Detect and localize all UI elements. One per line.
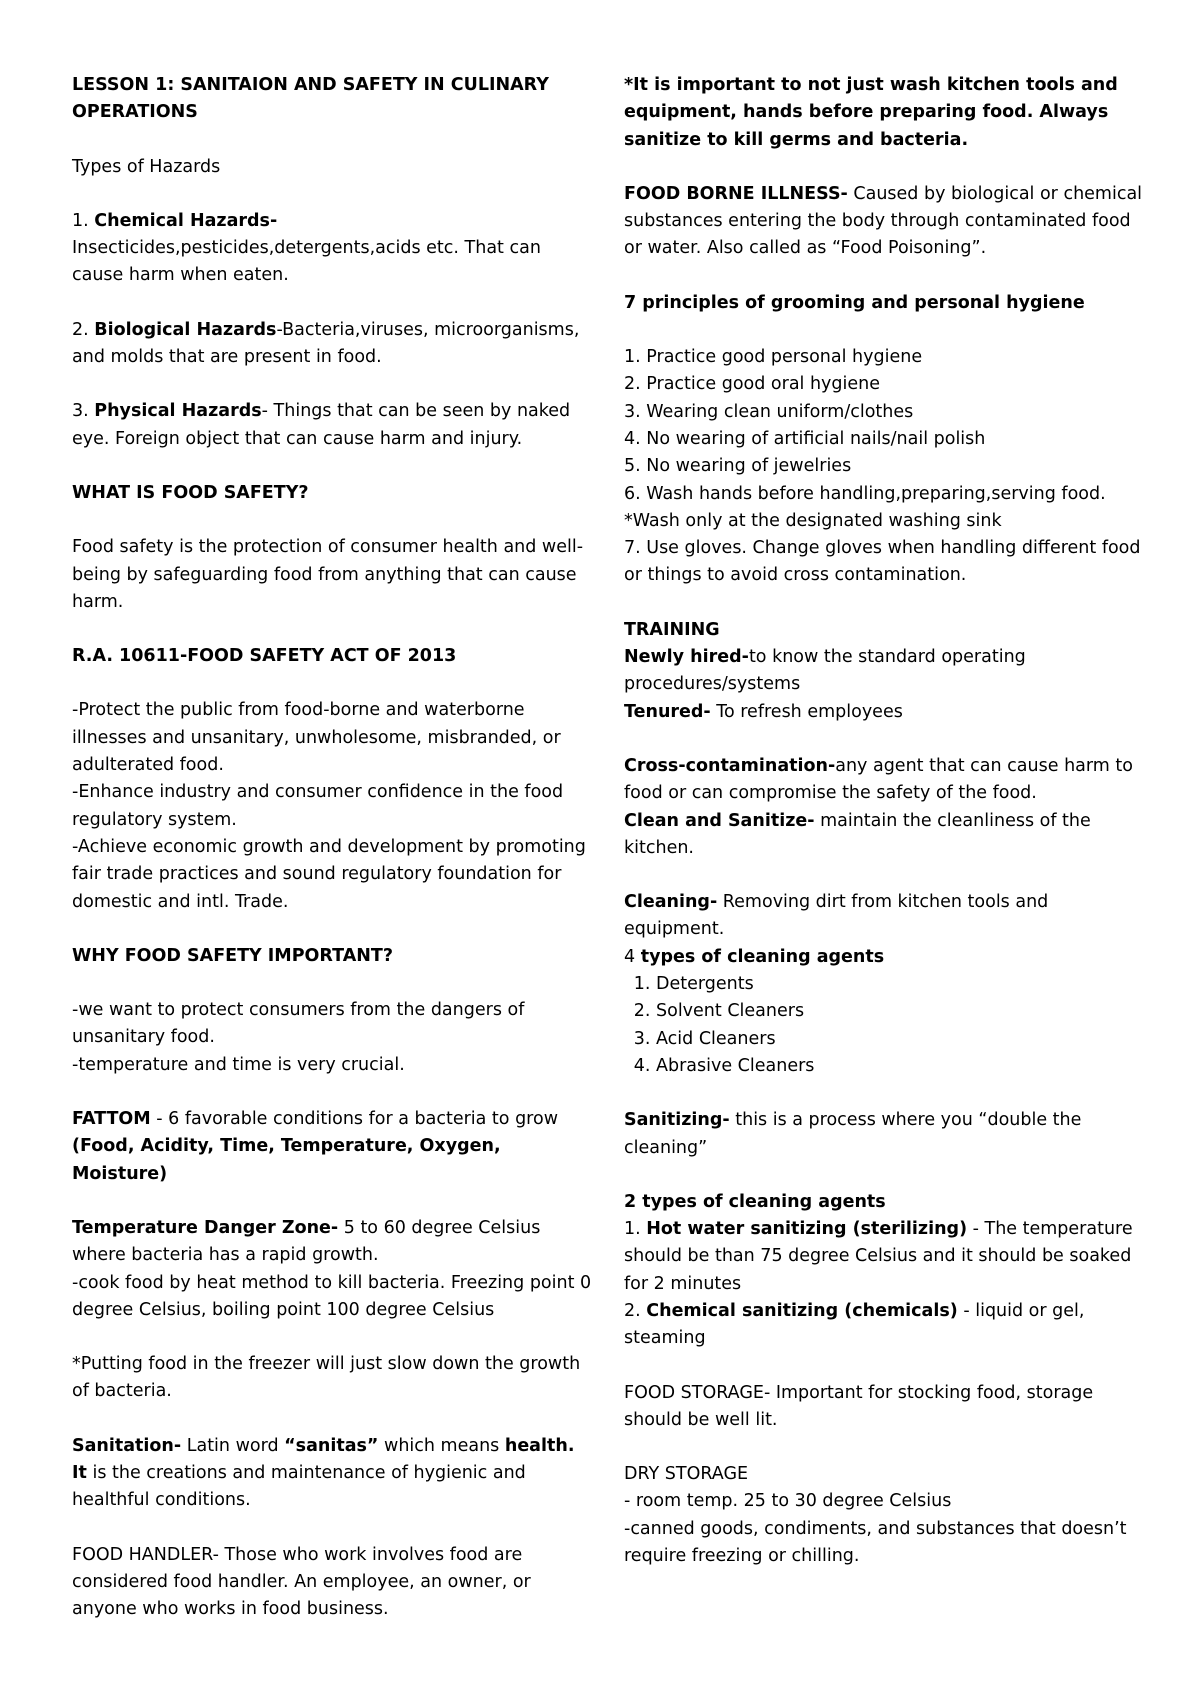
physical-hazards-number: 3. — [72, 401, 95, 422]
clean-sanitize-paragraph — [624, 808, 1144, 863]
ra-item-protect: -Protect the public from food-borne and waterborne illnesses and unsanitary, unwholesome, misbranded, or adulterated food. — [72, 700, 561, 776]
chemical-hazards-paragraph — [72, 208, 592, 290]
why-item-temperature: -temperature and time is very crucial. — [72, 1054, 405, 1075]
right-column — [624, 72, 1144, 1570]
lesson-title: LESSON 1: SANITAION AND SAFETY IN CULINARY OPERATIONS — [72, 75, 549, 123]
temperature-danger-zone-label: Temperature Danger Zone- — [72, 1217, 339, 1238]
wash-sanitize-note: *It is important to not just wash kitchen tools and equipment, hands before preparing food. Always sanitize to kill germs and bacteria. — [624, 75, 1118, 150]
health-word: health — [504, 1435, 568, 1456]
principle-item: 6. Wash hands before handling,preparing,serving food. — [624, 483, 1106, 504]
tenured-paragraph — [624, 699, 1144, 726]
sanitation-text-2: which means — [378, 1435, 505, 1456]
dry-storage-items: -canned goods, condiments, and substances that doesn’t require freezing or chilling. — [624, 1518, 1127, 1567]
chemical-hazards-label: Chemical Hazards- — [94, 210, 278, 231]
fattom-conditions: (Food, Acidity, Time, Temperature, Oxygen, Moisture) — [72, 1136, 501, 1184]
left-column — [72, 72, 592, 1623]
chemical-hazards-number: 1. — [72, 210, 95, 231]
temperature-danger-zone-text: 5 to 60 degree Celsius where bacteria has a rapid growth. — [72, 1217, 541, 1266]
fattom-text: - 6 favorable conditions for a bacteria to grow — [150, 1109, 559, 1130]
why-item-protect: -we want to protect consumers from the dangers of unsanitary food. — [72, 1000, 525, 1048]
physical-hazards-label: Physical Hazards — [94, 401, 262, 422]
chemical-sanitizing-label: Chemical sanitizing (chemicals) — [646, 1300, 958, 1321]
ra-10611-heading: R.A. 10611-FOOD SAFETY ACT OF 2013 — [72, 646, 457, 667]
food-safety-definition: Food safety is the protection of consumer health and well-being by safeguarding food from anything that can cause harm. — [72, 537, 584, 612]
hot-water-sanitizing-paragraph — [624, 1216, 1144, 1298]
cleaning-label: Cleaning- — [624, 892, 718, 913]
ra-item-enhance: -Enhance industry and consumer confidence in the food regulatory system. — [72, 782, 564, 830]
sanitation-paragraph — [72, 1433, 592, 1515]
hot-water-label: Hot water sanitizing (sterilizing) — [646, 1219, 968, 1240]
chemical-sanitizing-text: - liquid or gel, steaming — [624, 1300, 1085, 1349]
sanitizing-label: Sanitizing- — [624, 1110, 730, 1131]
food-borne-illness-label: FOOD BORNE ILLNESS- — [624, 183, 848, 204]
cross-contamination-text: any agent that can cause harm to food or can compromise the safety of the food. — [624, 755, 1133, 804]
newly-hired-paragraph — [624, 644, 1144, 699]
biological-hazards-paragraph — [72, 317, 592, 372]
chemical-sanitizing-paragraph — [624, 1298, 1144, 1353]
biological-hazards-text: -Bacteria,viruses, microorganisms, and molds that are present in food. — [72, 319, 580, 368]
cross-contamination-label: Cross-contamination- — [624, 755, 836, 776]
food-safety-heading: WHAT IS FOOD SAFETY? — [72, 482, 309, 503]
sanitizing-text: this is a process where you “double the cleaning” — [624, 1110, 1082, 1158]
training-heading: TRAINING — [624, 619, 720, 640]
list-item: 2. Solvent Cleaners — [656, 998, 1144, 1025]
clean-sanitize-label: Clean and Sanitize- — [624, 810, 815, 831]
types-of-hazards-heading: Types of Hazards — [72, 156, 221, 177]
ra-item-achieve: -Achieve economic growth and development by promoting fair trade practices and sound regulatory foundation for domestic and intl. Trade. — [72, 836, 586, 912]
tenured-text: To refresh employees — [710, 701, 903, 722]
list-item: 3. Acid Cleaners — [656, 1026, 1144, 1053]
cleaning-paragraph — [624, 889, 1144, 944]
principle-item: 5. No wearing of jewelries — [624, 456, 852, 477]
sanitation-label: Sanitation- — [72, 1435, 182, 1456]
fattom-label: FATTOM — [72, 1109, 151, 1130]
dry-storage-heading: DRY STORAGE — [624, 1464, 749, 1485]
physical-hazards-text: - Things that can be seen by naked eye. Foreign object that can cause harm and injury. — [72, 401, 571, 449]
cleaning-agents-list — [624, 971, 1144, 1080]
food-handler-paragraph: FOOD HANDLER- Those who work involves food are considered food handler. An employee, an owner, or anyone who works in food business. — [72, 1544, 531, 1620]
biological-hazards-label: Biological Hazards — [94, 319, 277, 340]
why-food-safety-heading: WHY FOOD SAFETY IMPORTANT? — [72, 945, 393, 966]
cross-contamination-paragraph — [624, 753, 1144, 808]
sanitation-it: . It — [72, 1435, 575, 1483]
hygiene-principles-heading: 7 principles of grooming and personal hygiene — [624, 292, 1085, 313]
fattom-paragraph — [72, 1106, 592, 1188]
principle-note: *Wash only at the designated washing sink — [624, 510, 1002, 531]
dry-storage-temp: - room temp. 25 to 30 degree Celsius — [624, 1491, 952, 1512]
chemical-sanitizing-number: 2. — [624, 1300, 647, 1321]
temperature-danger-zone-paragraph — [72, 1215, 592, 1270]
hot-water-text: - The temperature should be than 75 degree Celsius and it should be soaked for 2 minutes — [624, 1219, 1133, 1294]
cleaning-agents-count: 4 — [624, 946, 641, 967]
sanitation-text-3: is the creations and maintenance of hygienic and healthful conditions. — [72, 1462, 526, 1511]
two-types-heading: 2 types of cleaning agents — [624, 1191, 886, 1212]
tenured-label: Tenured- — [624, 701, 711, 722]
principle-item: 4. No wearing of artificial nails/nail polish — [624, 428, 986, 449]
clean-sanitize-text: maintain the cleanliness of the kitchen. — [624, 810, 1091, 858]
food-borne-illness-text: Caused by biological or chemical substances entering the body through contaminated food or water. Also called as “Food Poisoning”. — [624, 183, 1143, 259]
principle-item: 3. Wearing clean uniform/clothes — [624, 401, 914, 422]
principle-item: 1. Practice good personal hygiene — [624, 347, 923, 368]
freezer-note: *Putting food in the freezer will just slow down the growth of bacteria. — [72, 1354, 581, 1402]
principle-item: 2. Practice good oral hygiene — [624, 374, 881, 395]
biological-hazards-number: 2. — [72, 319, 95, 340]
list-item: 1. Detergents — [656, 971, 1144, 998]
list-item: 4. Abrasive Cleaners — [656, 1053, 1144, 1080]
food-borne-illness-paragraph — [624, 181, 1144, 263]
cleaning-text: Removing dirt from kitchen tools and equipment. — [624, 892, 1049, 940]
physical-hazards-paragraph — [72, 398, 592, 453]
sanitation-text-1: Latin word — [181, 1435, 285, 1456]
sanitizing-paragraph — [624, 1107, 1144, 1162]
food-storage-paragraph: FOOD STORAGE- Important for stocking food, storage should be well lit. — [624, 1382, 1094, 1430]
cleaning-agents-heading — [624, 944, 1144, 971]
hot-water-number: 1. — [624, 1219, 647, 1240]
principle-item: 7. Use gloves. Change gloves when handling different food or things to avoid cross contamination. — [624, 538, 1141, 586]
cook-food-item: -cook food by heat method to kill bacteria. Freezing point 0 degree Celsius, boiling point 100 degree Celsius — [72, 1272, 592, 1320]
newly-hired-text: to know the standard operating procedures/systems — [624, 647, 1026, 695]
newly-hired-label: Newly hired- — [624, 647, 749, 668]
sanitas-word: “sanitas” — [284, 1435, 379, 1456]
cleaning-agents-title: types of cleaning agents — [640, 946, 885, 967]
chemical-hazards-text: Insecticides,pesticides,detergents,acids etc. That can cause harm when eaten. — [72, 238, 541, 286]
